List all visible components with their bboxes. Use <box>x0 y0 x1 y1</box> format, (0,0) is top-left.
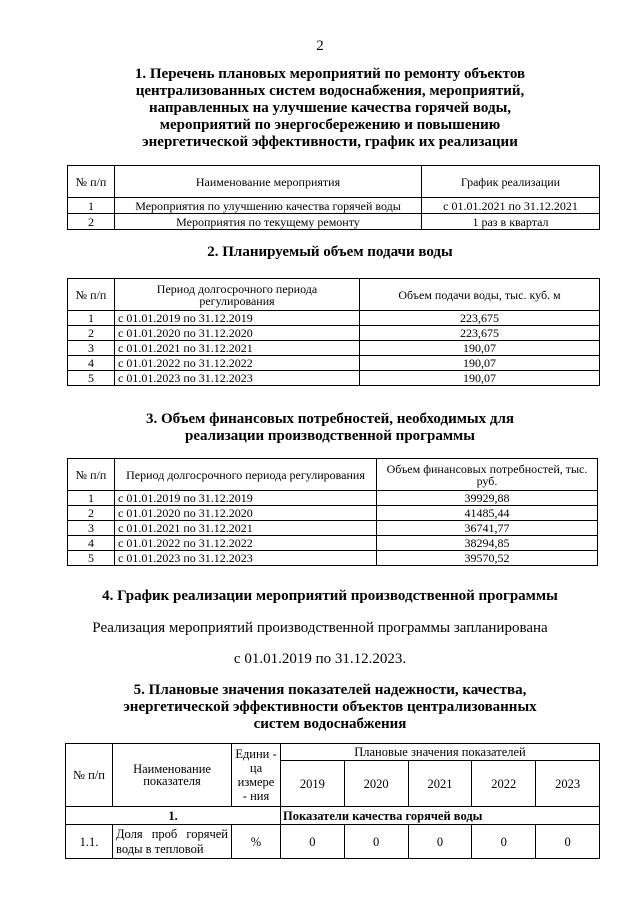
table-cell: с 01.01.2019 по 31.12.2019 <box>115 491 377 506</box>
table-cell: Мероприятия по текущему ремонту <box>115 214 422 230</box>
table-cell: Мероприятия по улучшению качества горячей воды <box>115 198 422 214</box>
table-cell: 36741,77 <box>377 521 598 536</box>
table-cell: с 01.01.2021 по 31.12.2021 <box>115 341 360 356</box>
table-row <box>68 536 598 551</box>
section1-title-line: мероприятий по энергосбережению и повышению <box>159 117 501 133</box>
table-cell: 223,675 <box>360 326 600 341</box>
table-cell: 38294,85 <box>377 536 598 551</box>
table-cell: 39570,52 <box>377 551 598 566</box>
table-cell: 2 <box>68 326 115 341</box>
table-header: 2021 <box>408 761 472 807</box>
section5-title-line: систем водоснабжения <box>253 716 407 732</box>
section1-table <box>67 165 600 230</box>
section1-title-line: энергетической эффективности, график их реализации <box>142 134 518 150</box>
table-header: Едини - ца измере - ния <box>232 744 281 807</box>
table-row <box>68 491 598 506</box>
table-row <box>68 521 598 536</box>
table-cell: 39929,88 <box>377 491 598 506</box>
table-cell: Показатели качества горячей воды <box>281 807 600 825</box>
table-row <box>68 371 600 386</box>
table-row <box>68 506 598 521</box>
table-cell: с 01.01.2019 по 31.12.2019 <box>115 311 360 326</box>
table-header: Объем подачи воды, тыс. куб. м <box>360 279 600 311</box>
table-cell: 1 <box>68 311 115 326</box>
table-row <box>66 825 600 859</box>
table-cell: Доля проб горячей воды в тепловой <box>113 825 232 859</box>
table-cell: 41485,44 <box>377 506 598 521</box>
table-cell: 4 <box>68 356 115 371</box>
table-row <box>68 311 600 326</box>
table-cell: с 01.01.2020 по 31.12.2020 <box>115 326 360 341</box>
table-cell: 190,07 <box>360 341 600 356</box>
page-number: 2 <box>316 38 324 54</box>
table-cell: 1 раз в квартал <box>422 214 600 230</box>
section4-text-line: Реализация мероприятий производственной программы запланирована <box>92 620 548 636</box>
section3-title-line: реализации производственной программы <box>185 428 475 444</box>
table-cell: 223,675 <box>360 311 600 326</box>
table-row <box>68 356 600 371</box>
table-header: 2022 <box>472 761 536 807</box>
section1-title-line: централизованных систем водоснабжения, мероприятий, <box>135 83 525 99</box>
table-header: № п/п <box>68 459 115 491</box>
table-cell: 0 <box>536 825 600 859</box>
section4-title: 4. График реализации мероприятий производственной программы <box>102 588 558 604</box>
table-cell: 0 <box>472 825 536 859</box>
table-cell: 5 <box>68 371 115 386</box>
table-header: 2019 <box>281 761 345 807</box>
table-cell: 4 <box>68 536 115 551</box>
table-cell: 3 <box>68 341 115 356</box>
table-cell: с 01.01.2023 по 31.12.2023 <box>115 551 377 566</box>
table-cell: 190,07 <box>360 356 600 371</box>
table-cell: 0 <box>344 825 408 859</box>
table-cell: 1. <box>66 807 281 825</box>
table-cell: 1 <box>68 198 115 214</box>
section3-table <box>67 458 598 566</box>
table-header: Период долгосрочного периода регулирования <box>115 459 377 491</box>
section1-title-line: 1. Перечень плановых мероприятий по ремонту объектов <box>134 66 526 82</box>
table-cell: с 01.01.2021 по 31.12.2021 <box>115 521 377 536</box>
table-row <box>68 551 598 566</box>
table-row <box>68 198 600 214</box>
table-cell: с 01.01.2022 по 31.12.2022 <box>115 356 360 371</box>
table-header: № п/п <box>68 166 115 198</box>
table-header: 2020 <box>344 761 408 807</box>
section4-text-line: с 01.01.2019 по 31.12.2023. <box>233 651 407 667</box>
table-header: Наименование показателя <box>113 744 232 807</box>
table-cell: 1 <box>68 491 115 506</box>
table-header: № п/п <box>66 744 113 807</box>
table-header: Плановые значения показателей <box>281 744 600 761</box>
table-row <box>66 807 600 825</box>
table-cell: 190,07 <box>360 371 600 386</box>
section1-title <box>60 66 600 151</box>
table-header: График реализации <box>422 166 600 198</box>
table-cell: с 01.01.2023 по 31.12.2023 <box>115 371 360 386</box>
section5-title <box>60 682 600 733</box>
section3-title <box>60 411 600 445</box>
section5-title-line: энергетической эффективности объектов централизованных <box>123 699 537 715</box>
table-row <box>68 326 600 341</box>
table-header: Объем финансовых потребностей, тыс. руб. <box>377 459 598 491</box>
table-cell: 0 <box>408 825 472 859</box>
table-cell: 2 <box>68 506 115 521</box>
table-cell: 3 <box>68 521 115 536</box>
table-header: 2023 <box>536 761 600 807</box>
table-header: Наименование мероприятия <box>115 166 422 198</box>
section2-table <box>67 278 600 386</box>
section2-title: 2. Планируемый объем подачи воды <box>207 244 453 260</box>
section5-table <box>65 743 600 859</box>
table-cell: с 01.01.2020 по 31.12.2020 <box>115 506 377 521</box>
table-cell: 1.1. <box>66 825 113 859</box>
table-row <box>68 214 600 230</box>
section5-title-line: 5. Плановые значения показателей надежности, качества, <box>133 682 527 698</box>
table-cell: 5 <box>68 551 115 566</box>
table-cell: с 01.01.2022 по 31.12.2022 <box>115 536 377 551</box>
table-header: Период долгосрочного периода регулирования <box>115 279 360 311</box>
table-cell: % <box>232 825 281 859</box>
table-cell: 0 <box>281 825 345 859</box>
section3-title-line: 3. Объем финансовых потребностей, необходимых для <box>145 411 515 427</box>
section1-title-line: направленных на улучшение качества горячей воды, <box>148 100 512 116</box>
table-cell: 2 <box>68 214 115 230</box>
table-cell: с 01.01.2021 по 31.12.2021 <box>422 198 600 214</box>
table-header: № п/п <box>68 279 115 311</box>
table-row <box>68 341 600 356</box>
